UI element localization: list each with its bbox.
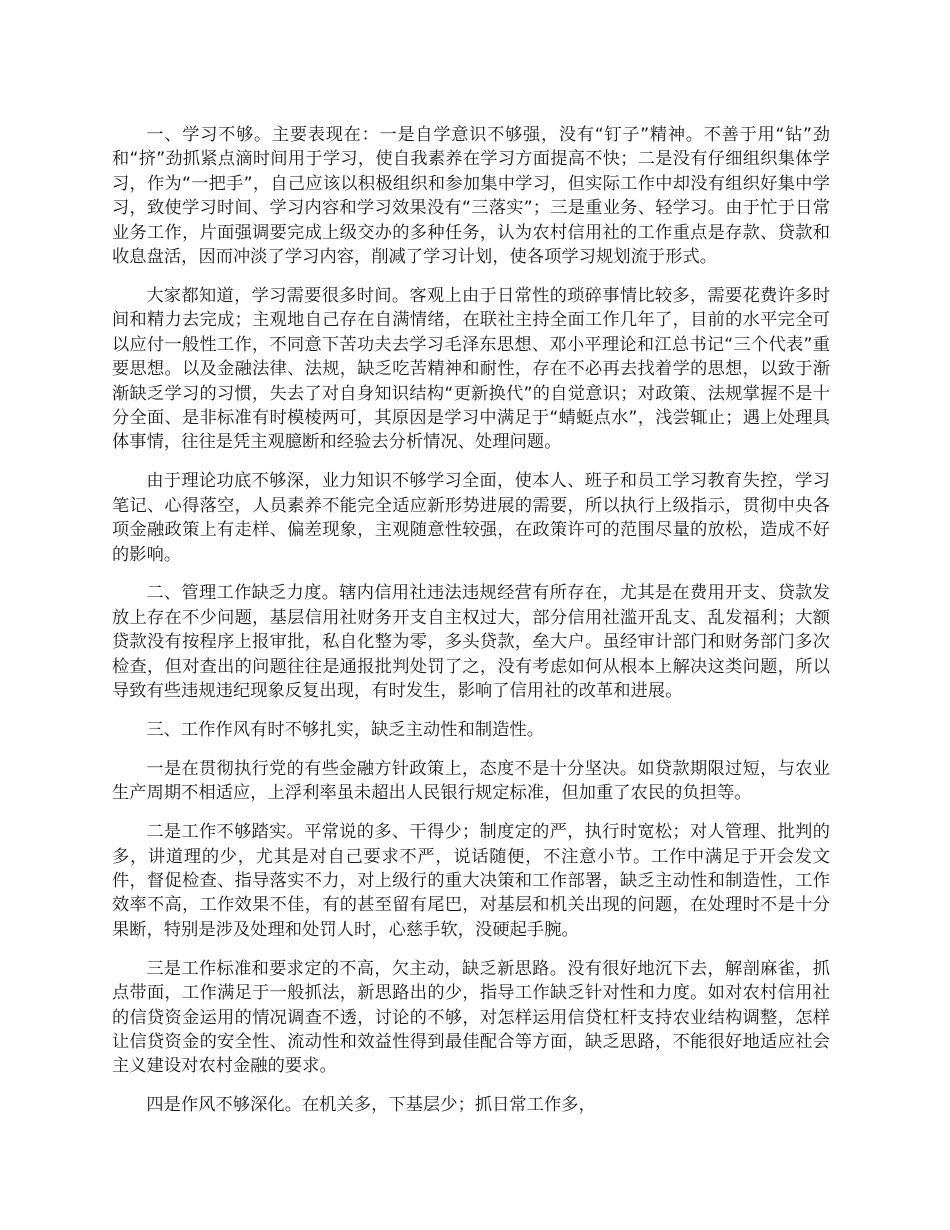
paragraph-not-practical: 二是工作不够踏实。平常说的多、干得少；制度定的严，执行时宽松；对人管理、批判的多，讲道理的少，尤其是对自己要求不严，说话随便，不注意小节。工作中满足于开会发文件，督促检查、指导落实不力，对上级行的重大决策和工作部署，缺乏主动性和制造性，工作效率不高，工作效果不佳，有的甚至留有尾巴，对基层和机关出现的问题，在处理时不是十分果断，特别是涉及处理和处罚人时，心慈手软，没硬起手腕。 <box>112 822 830 940</box>
paragraph-management: 二、管理工作缺乏力度。辖内信用社违法违规经营有所存在，尤其是在费用开支、贷款发放上存在不少问题，基层信用社财务开支自主权过大，部分信用社滥开乱支、乱发福利；大额贷款没有按程序上报审批，私自化整为零，多头贷款，垒大户。虽经审计部门和财务部门多次检查，但对查出的问题往往是通报批判处罚了之，没有考虑如何从根本上解决这类问题，所以导致有些违规违纪现象反复出现，有时发生，影响了信用社的改革和进展。 <box>112 583 830 702</box>
paragraph-study-shortcomings: 一、学习不够。主要表现在：一是自学意识不够强，没有“钉子”精神。不善于用“钻”劲和“挤”劲抓紧点滴时间用于学习，使自我素养在学习方面提高不快；二是没有仔细组织集体学习，作为“一把手”，自己应该以积极组织和参加集中学习，但实际工作中却没有组织好集中学习，致使学习时间、学习内容和学习效果没有“三落实”；三是重业务、轻学习。由于忙于日常业务工作，片面强调要完成上级交办的多种任务，认为农村信用社的工作重点是存款、贷款和收息盘活，因而冲淡了学习内容，削减了学习计划，使各项学习规划流于形式。 <box>112 125 830 268</box>
paragraph-policy-execution: 一是在贯彻执行党的有些金融方针政策上，态度不是十分坚决。如贷款期限过短，与农业生产周期不相适应，上浮利率虽未超出人民银行规定标准，但加重了农民的负担等。 <box>112 758 830 804</box>
document-page <box>112 123 830 1132</box>
paragraph-low-standards: 三是工作标准和要求定的不高，欠主动，缺乏新思路。没有很好地沉下去，解剖麻雀，抓点带面，工作满足于一般抓法，新思路出的少，指导工作缺乏针对性和力度。如对农村信用社的信贷资金运用的情况调查不透，讨论的不够，对怎样运用信贷杠杆支持农业结构调整，怎样让信贷资金的安全性、流动性和效益性得到最佳配合等方面，缺乏思路，不能很好地适应社会主义建设对农村金融的要求。 <box>112 958 830 1077</box>
paragraph-work-style-heading: 三、工作作风有时不够扎实，缺乏主动性和制造性。 <box>146 719 545 740</box>
paragraph-study-time: 大家都知道，学习需要很多时间。客观上由于日常性的琐碎事情比较多，需要花费许多时间和精力去完成；主观地自己存在自满情绪，在联社主持全面工作几年了，目前的水平完全可以应付一般性工作，不同意下苦功夫去学习毛泽东思想、邓小平理论和江总书记“三个代表”重要思想。以及金融法律、法规，缺乏吃苦精神和耐性，存在不必再去找着学的思想，以致于渐渐缺乏学习的习惯，失去了对自身知识结构“更新换代”的自觉意识；对政策、法规掌握不是十分全面、是非标准有时模棱两可，其原因是学习中满足于“蜻蜓点水”，浅尝辄止；遇上处理具体事情，往往是凭主观臆断和经验去分析情况、处理问题。 <box>112 285 830 453</box>
paragraph-work-style-depth: 四是作风不够深化。在机关多，下基层少；抓日常工作多， <box>146 1095 596 1116</box>
paragraph-theory-foundation: 由于理论功底不够深，业力知识不够学习全面，使本人、班子和员工学习教育失控，学习笔记、心得落空，人员素养不能完全适应新形势进展的需要，所以执行上级指示，贯彻中央各项金融政策上有走样、偏差现象，主观随意性较强，在政策许可的范围尽量的放松，造成不好的影响。 <box>112 471 830 565</box>
